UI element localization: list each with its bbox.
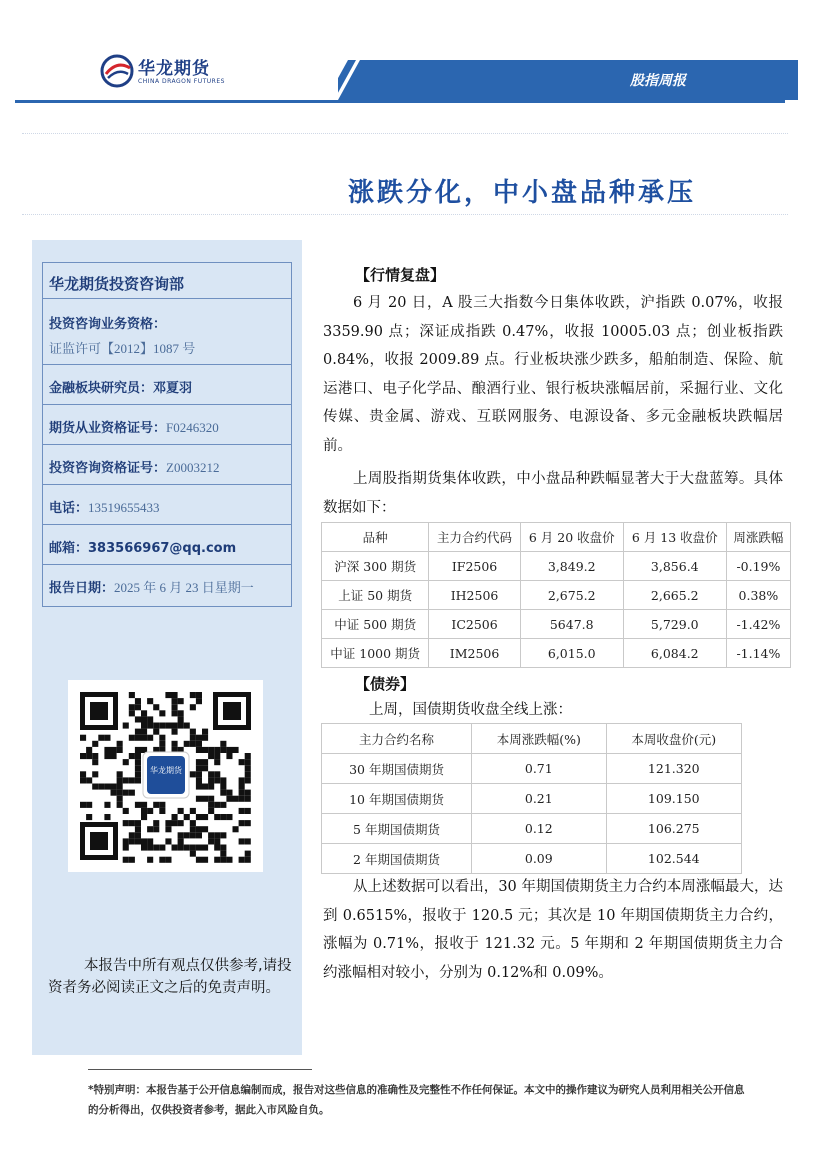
contact-info-box	[42, 262, 292, 607]
phone-value: 13519655433	[88, 500, 160, 515]
cell: 中证 1000 期货	[322, 639, 429, 668]
bonds-conclusion: 从上述数据可以看出，30 年期国债期货主力合约本周涨幅最大，达到 0.6515%，报收于 120.5 元；其次是 10 年期国债期货主力合约，涨幅为 0.71%，报收于 121.32 元。5 年期和 2 年期国债期货主力合约涨幅相对较小，分别为 0.12%和 0.09%。	[323, 879, 783, 981]
date-value: 2025 年 6 月 23 日星期一	[114, 580, 254, 595]
header-banner	[338, 60, 798, 100]
index-futures-table	[321, 522, 791, 668]
cell: 0.12	[472, 814, 607, 844]
advisory-cert-row	[43, 445, 291, 485]
column-header: 周涨跌幅	[726, 523, 790, 552]
phone-label: 电话：	[49, 501, 89, 516]
bond-futures-table	[321, 723, 742, 874]
cell: 3,849.2	[520, 552, 623, 581]
company-name-en: CHINA DRAGON FUTURES	[138, 78, 225, 85]
date-label: 报告日期：	[49, 581, 115, 596]
column-header: 主力合约名称	[322, 724, 472, 754]
cell: 6,015.0	[520, 639, 623, 668]
report-type-label: 股指周报	[630, 73, 686, 89]
cell: -1.42%	[726, 610, 790, 639]
column-header: 本周涨跌幅(%)	[472, 724, 607, 754]
cell: IF2506	[429, 552, 520, 581]
column-header: 6 月 20 收盘价	[520, 523, 623, 552]
report-title: 涨跌分化，中小盘品种承压	[348, 178, 697, 208]
email-label: 邮箱：	[49, 541, 89, 556]
department-row	[43, 263, 291, 299]
futures-cert-label: 期货从业资格证号：	[49, 421, 167, 436]
bonds-heading: 【债券】	[355, 675, 416, 693]
table-row	[322, 784, 742, 814]
cell: 10 年期国债期货	[322, 784, 472, 814]
column-header: 品种	[322, 523, 429, 552]
cell: 2 年期国债期货	[322, 844, 472, 874]
cell: IM2506	[429, 639, 520, 668]
cell: 6,084.2	[623, 639, 726, 668]
department-name: 华龙期货投资咨询部	[49, 275, 185, 293]
cell: IC2506	[429, 610, 520, 639]
header-rule	[15, 100, 785, 103]
cell: 中证 500 期货	[322, 610, 429, 639]
qr-center-label: 华龙期货	[150, 766, 182, 775]
cell: 102.544	[606, 844, 741, 874]
researcher-label: 金融板块研究员：	[49, 381, 154, 396]
futures-cert-value: F0246320	[166, 420, 219, 435]
email-row	[43, 525, 291, 565]
column-header: 本周收盘价(元)	[606, 724, 741, 754]
table-header-row	[322, 523, 791, 552]
market-review-paragraph: 6 月 20 日，A 股三大指数今日集体收跌，沪指跌 0.07%，收报 3359.90 点；深证成指跌 0.47%，收报 10005.03 点；创业板指跌 0.84%，收报 2009.89 点。行业板块涨少跌多，船舶制造、保险、航运港口、电子化学品、酿酒行业、银行板块涨幅居前，采掘行业、文化传媒、贵金属、游戏、互联网服务、电源设备、多元金融板块跌幅居前。	[323, 295, 783, 454]
cell: 0.09	[472, 844, 607, 874]
table-row	[322, 552, 791, 581]
researcher-name: 邓夏羽	[153, 381, 193, 396]
table-row	[322, 844, 742, 874]
table-header-row	[322, 724, 742, 754]
footer-rule	[88, 1069, 312, 1070]
qualification-value: 证监许可【2012】1087 号	[49, 341, 196, 356]
table-row	[322, 581, 791, 610]
company-name: 华龙期货	[138, 59, 210, 79]
qualification-row	[43, 299, 291, 365]
researcher-row	[43, 365, 291, 405]
column-header: 主力合约代码	[429, 523, 520, 552]
date-row	[43, 565, 291, 606]
cell: 5 年期国债期货	[322, 814, 472, 844]
cell: -1.14%	[726, 639, 790, 668]
footer-disclaimer: *特别声明：本报告基于公开信息编制而成，报告对这些信息的准确性及完整性不作任何保证。本文中的操作建议为研究人员利用相关公开信息的分析得出，仅供投资者参考，据此入市风险自负。	[88, 1084, 745, 1116]
cell: -0.19%	[726, 552, 790, 581]
table-row	[322, 639, 791, 668]
column-header: 6 月 13 收盘价	[623, 523, 726, 552]
futures-cert-row	[43, 405, 291, 445]
phone-row	[43, 485, 291, 525]
cell: IH2506	[429, 581, 520, 610]
cell: 106.275	[606, 814, 741, 844]
cell: 30 年期国债期货	[322, 754, 472, 784]
cell: 5,729.0	[623, 610, 726, 639]
company-logo	[100, 54, 134, 88]
market-review-heading: 【行情复盘】	[355, 266, 446, 284]
futures-summary-paragraph: 上周股指期货集体收跌，中小盘品种跌幅显著大于大盘蓝筹。具体数据如下：	[323, 471, 783, 516]
table-row	[322, 814, 742, 844]
email-value: 383566967@qq.com	[88, 541, 237, 556]
cell: 0.71	[472, 754, 607, 784]
qr-code-panel	[68, 680, 263, 872]
qualification-label: 投资咨询业务资格：	[49, 317, 167, 332]
advisory-cert-label: 投资咨询资格证号：	[49, 461, 167, 476]
sidebar-disclaimer: 本报告中所有观点仅供参考,请投资者务必阅读正文之后的免责声明。	[48, 958, 292, 996]
cell: 上证 50 期货	[322, 581, 429, 610]
table-row	[322, 754, 742, 784]
cell: 5647.8	[520, 610, 623, 639]
table-row	[322, 610, 791, 639]
advisory-cert-value: Z0003212	[166, 460, 220, 475]
bonds-intro: 上周，国债期货收盘全线上涨：	[369, 702, 572, 718]
cell: 2,675.2	[520, 581, 623, 610]
cell: 3,856.4	[623, 552, 726, 581]
cell: 121.320	[606, 754, 741, 784]
cell: 2,665.2	[623, 581, 726, 610]
cell: 0.38%	[726, 581, 790, 610]
cell: 沪深 300 期货	[322, 552, 429, 581]
cell: 0.21	[472, 784, 607, 814]
qr-code-icon	[68, 680, 263, 872]
cell: 109.150	[606, 784, 741, 814]
